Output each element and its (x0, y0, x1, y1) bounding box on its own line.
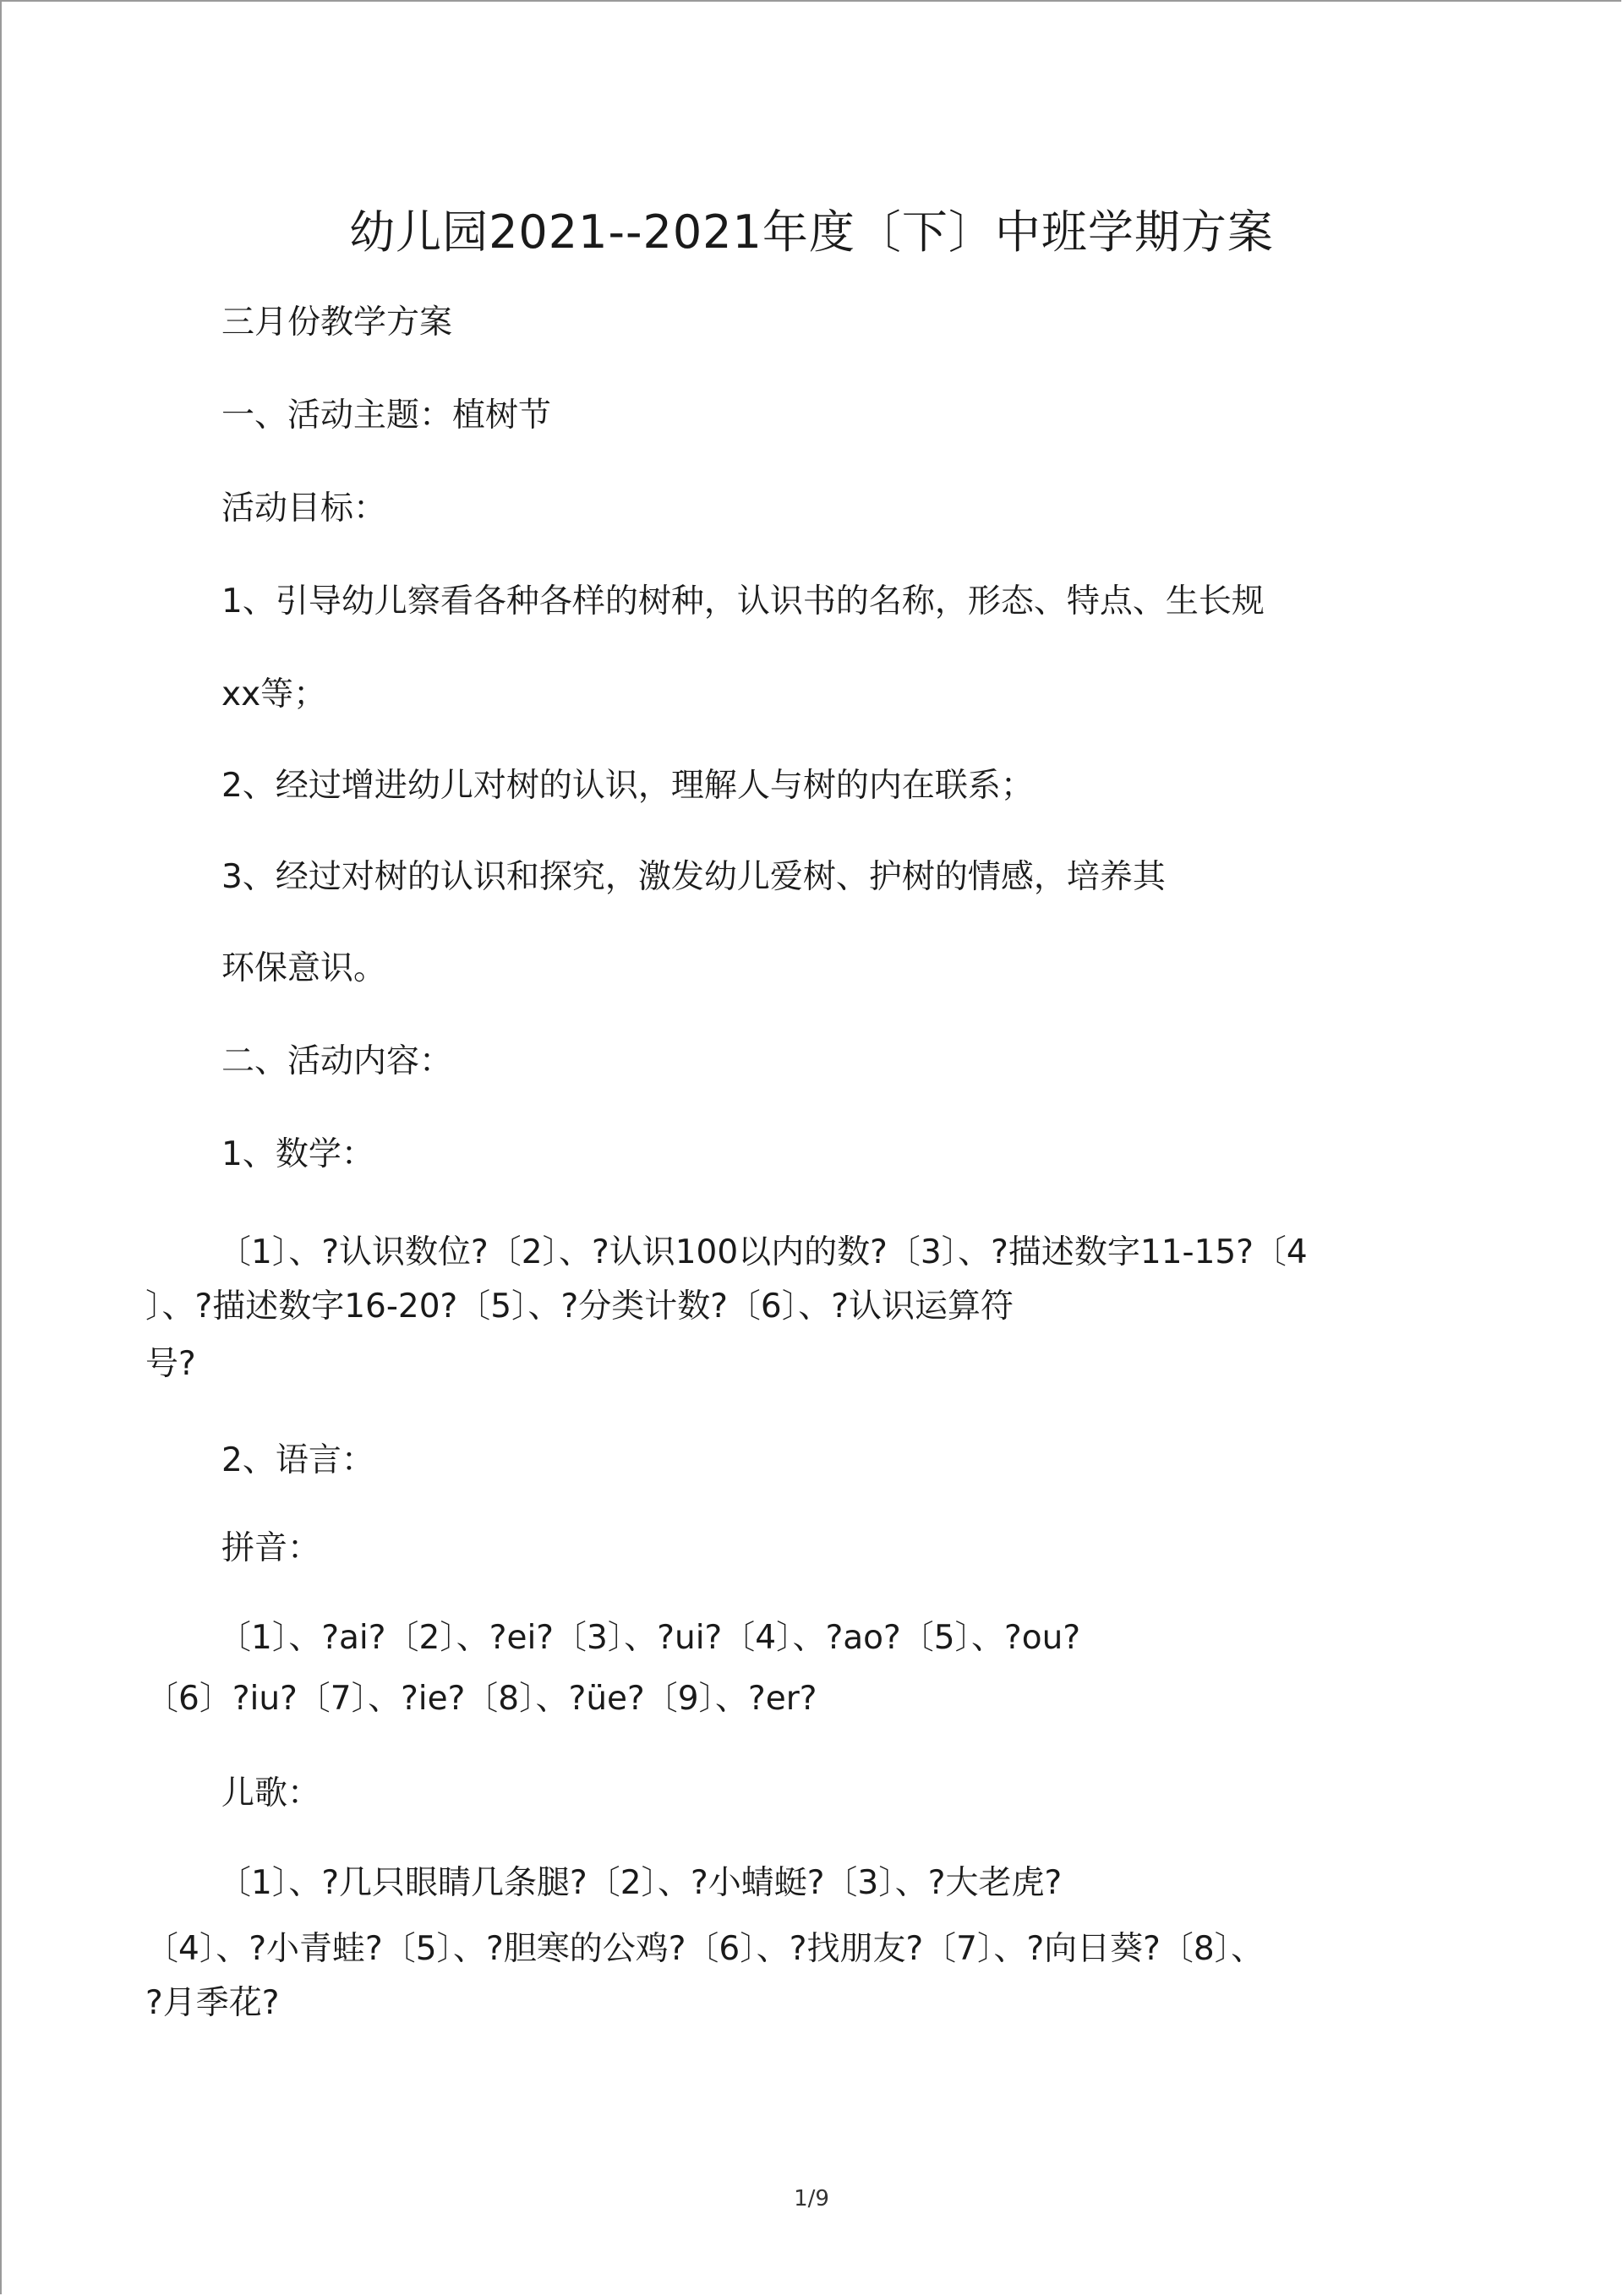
goal-1-line-2: xx等； (221, 675, 327, 713)
math-items-line-2: 〕、?描述数字16-20?〔5〕、?分类计数?〔6〕、?认识运算符 (145, 1287, 1014, 1326)
document-title: 幼儿园2021--2021年度〔下〕中班学期方案 (349, 205, 1274, 259)
rhymes-items-line-1: 〔1〕、?几只眼睛几条腿?〔2〕、?小蜻蜓?〔3〕、?大老虎? (218, 1864, 1063, 1902)
math-items-line-1: 〔1〕、?认识数位?〔2〕、?认识100以内的数?〔3〕、?描述数字11-15?〔4 (218, 1233, 1308, 1271)
rhymes-items-line-3: ?月季花? (145, 1984, 280, 2022)
pinyin-items-line-1: 〔1〕、?ai?〔2〕、?ei?〔3〕、?ui?〔4〕、?ao?〔5〕、?ou? (218, 1619, 1081, 1657)
page-number: 1/9 (794, 2186, 829, 2211)
rhymes-items-line-2: 〔4〕、?小青蛙?〔5〕、?胆寒的公鸡?〔6〕、?找朋友?〔7〕、?向日葵?〔8〕、 (145, 1930, 1265, 1968)
goal-3-line-2: 环保意识。 (221, 949, 387, 987)
goal-1-line-1: 1、引导幼儿察看各种各样的树种，认识书的名称，形态、特点、生长规 (221, 582, 1265, 620)
math-items-line-3: 号? (145, 1345, 196, 1383)
activity-content-heading: 二、活动内容： (221, 1042, 453, 1080)
language-heading: 2、语言： (221, 1441, 374, 1479)
section-heading-march-plan: 三月份教学方案 (221, 303, 453, 342)
goal-3-line-1: 3、经过对树的认识和探究，激发幼儿爱树、护树的情感，培养其 (221, 858, 1166, 896)
goal-2: 2、经过增进幼儿对树的认识，理解人与树的内在联系； (221, 767, 1034, 805)
nursery-rhymes-heading: 儿歌： (221, 1774, 321, 1812)
activity-theme: 一、活动主题：植树节 (221, 396, 552, 435)
math-heading: 1、数学： (221, 1135, 374, 1173)
activity-goals-heading: 活动目标： (221, 489, 387, 528)
pinyin-items-line-2: 〔6〕?iu?〔7〕、?ie?〔8〕、?üe?〔9〕、?er? (145, 1680, 817, 1718)
pinyin-heading: 拼音： (221, 1529, 321, 1567)
